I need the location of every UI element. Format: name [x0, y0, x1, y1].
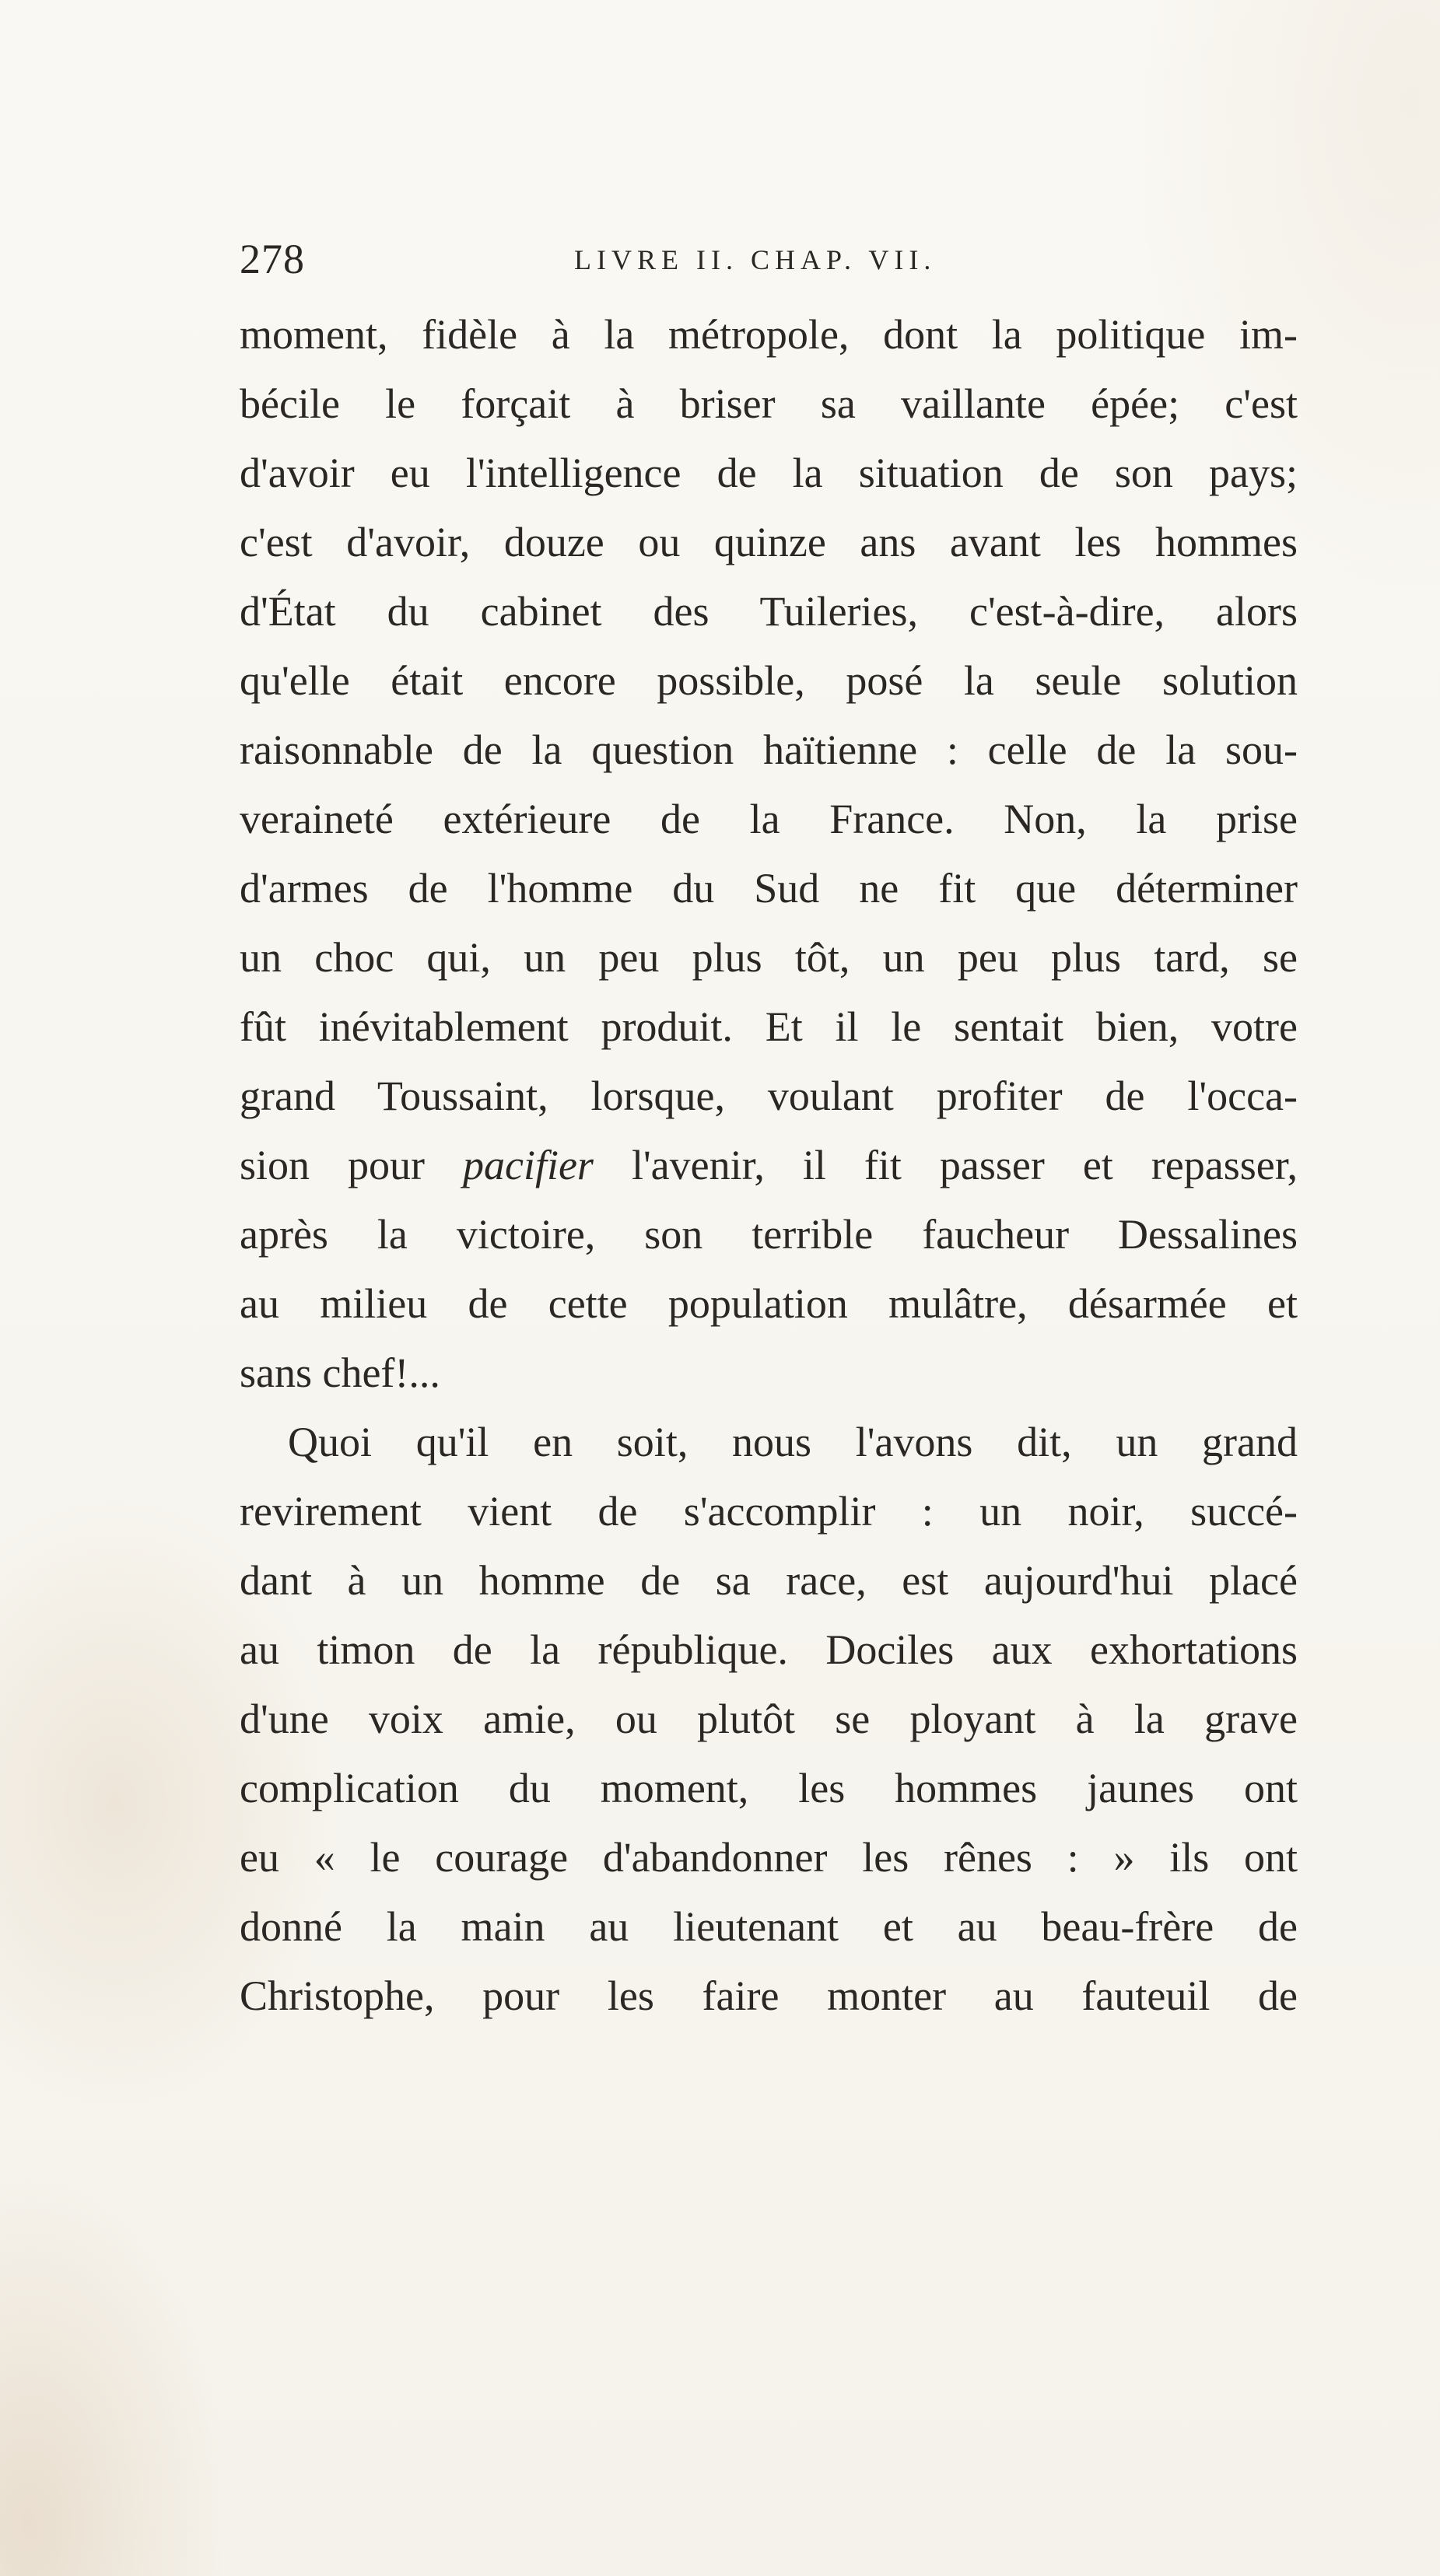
text-line: au milieu de cette population mulâtre, désarmée et — [240, 1280, 1298, 1327]
text-line: raisonnable de la question haïtienne : celle de la sou- — [240, 726, 1298, 773]
text-segment: sion pour — [240, 1142, 463, 1188]
page-number: 278 — [240, 236, 305, 282]
text-line-with-italic — [240, 1131, 1298, 1200]
running-title: LIVRE II. CHAP. VII. — [574, 244, 937, 275]
running-head — [240, 232, 1298, 286]
text-line: d'État du cabinet des Tuileries, c'est-à-dire, alors — [240, 588, 1298, 635]
paragraph-2 — [240, 1408, 1298, 2031]
text-line: dant à un homme de sa race, est aujourd'hui placé — [240, 1557, 1298, 1604]
paragraph-1 — [240, 300, 1298, 1408]
text-line: d'une voix amie, ou plutôt se ployant à la grave — [240, 1696, 1298, 1742]
text-line: bécile le forçait à briser sa vaillante épée; c'est — [240, 380, 1298, 427]
text-line: qu'elle était encore possible, posé la seule solution — [240, 657, 1298, 704]
text-line: grand Toussaint, lorsque, voulant profiter de l'occa- — [240, 1073, 1298, 1119]
text-line: veraineté extérieure de la France. Non, la prise — [240, 796, 1298, 842]
text-line: donné la main au lieutenant et au beau-frère de — [240, 1903, 1298, 1950]
text-line: fût inévitablement produit. Et il le sentait bien, votre — [240, 1003, 1298, 1050]
text-line: d'armes de l'homme du Sud ne fit que déterminer — [240, 865, 1298, 912]
text-line: eu « le courage d'abandonner les rênes : » ils ont — [240, 1834, 1298, 1881]
text-line: après la victoire, son terrible faucheur Dessalines — [240, 1211, 1298, 1258]
italic-word: pacifier — [462, 1142, 594, 1188]
text-line: moment, fidèle à la métropole, dont la politique im- — [240, 311, 1298, 358]
text-line: au timon de la république. Dociles aux exhortations — [240, 1626, 1298, 1673]
text-line: c'est d'avoir, douze ou quinze ans avant les hommes — [240, 519, 1298, 565]
text-line: Quoi qu'il en soit, nous l'avons dit, un grand — [288, 1419, 1298, 1465]
text-line: Christophe, pour les faire monter au fauteuil de — [240, 1972, 1298, 2019]
body-text — [240, 300, 1298, 2031]
text-line: revirement vient de s'accomplir : un noir, succé- — [240, 1488, 1298, 1535]
text-line: complication du moment, les hommes jaunes ont — [240, 1765, 1298, 1811]
text-line: un choc qui, un peu plus tôt, un peu plus tard, se — [240, 934, 1298, 981]
text-line: d'avoir eu l'intelligence de la situation de son pays; — [240, 450, 1298, 496]
text-segment: l'avenir, il fit passer et repasser, — [593, 1142, 1298, 1188]
text-line: sans chef!... — [240, 1349, 440, 1396]
